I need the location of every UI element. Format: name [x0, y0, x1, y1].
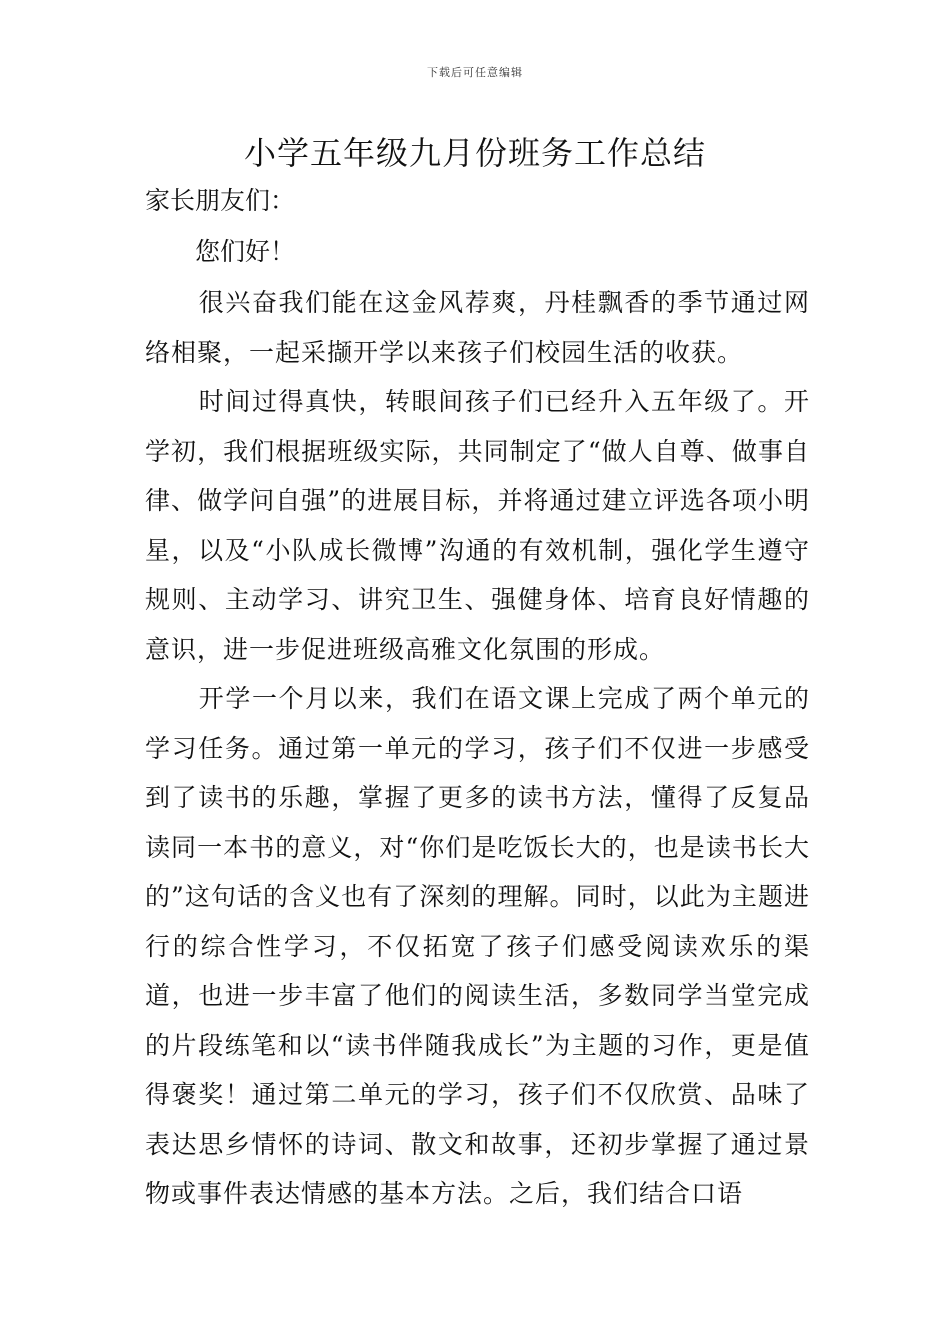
- paragraph: 很兴奋我们能在这金风荐爽，丹桂飘香的季节通过网络相聚，一起采撷开学以来孩子们校园生活的收获。: [145, 288, 810, 367]
- paragraph: 开学一个月以来，我们在语文课上完成了两个单元的学习任务。通过第一单元的学习，孩子们不仅进一步感受到了读书的乐趣，掌握了更多的读书方法，懂得了反复品读同一本书的意义，对“你们是吃饭长大的，也是读书长大的”这句话的含义也有了深刻的理解。同时，以此为主题进行的综合性学习，不仅拓宽了孩子们感受阅读欢乐的渠道，也进一步丰富了他们的阅读生活，多数同学当堂完成的片段练笔和以“读书伴随我成长”为主题的习作，更是值得褒奖！通过第二单元的学习，孩子们不仅欣赏、品味了表达思乡情怀的诗词、散文和故事，还初步掌握了通过景物或事件表达情感的基本方法。之后，我们结合口语: [145, 684, 810, 1208]
- document-body: [145, 278, 810, 1219]
- document-title: 小学五年级九月份班务工作总结: [243, 134, 706, 172]
- greeting: 您们好！: [195, 237, 296, 266]
- salutation: 家长朋友们：: [145, 186, 296, 215]
- paragraph: 时间过得真快，转眼间孩子们已经升入五年级了。开学初，我们根据班级实际，共同制定了“做人自尊、做事自律、做学问自强”的进展目标，并将通过建立评选各项小明星，以及“小队成长微博”沟通的有效机制，强化学生遵守规则、主动学习、讲究卫生、强健身体、培育良好情趣的意识，进一步促进班级高雅文化氛围的形成。: [145, 387, 810, 664]
- header-note: 下载后可任意编辑: [427, 66, 523, 79]
